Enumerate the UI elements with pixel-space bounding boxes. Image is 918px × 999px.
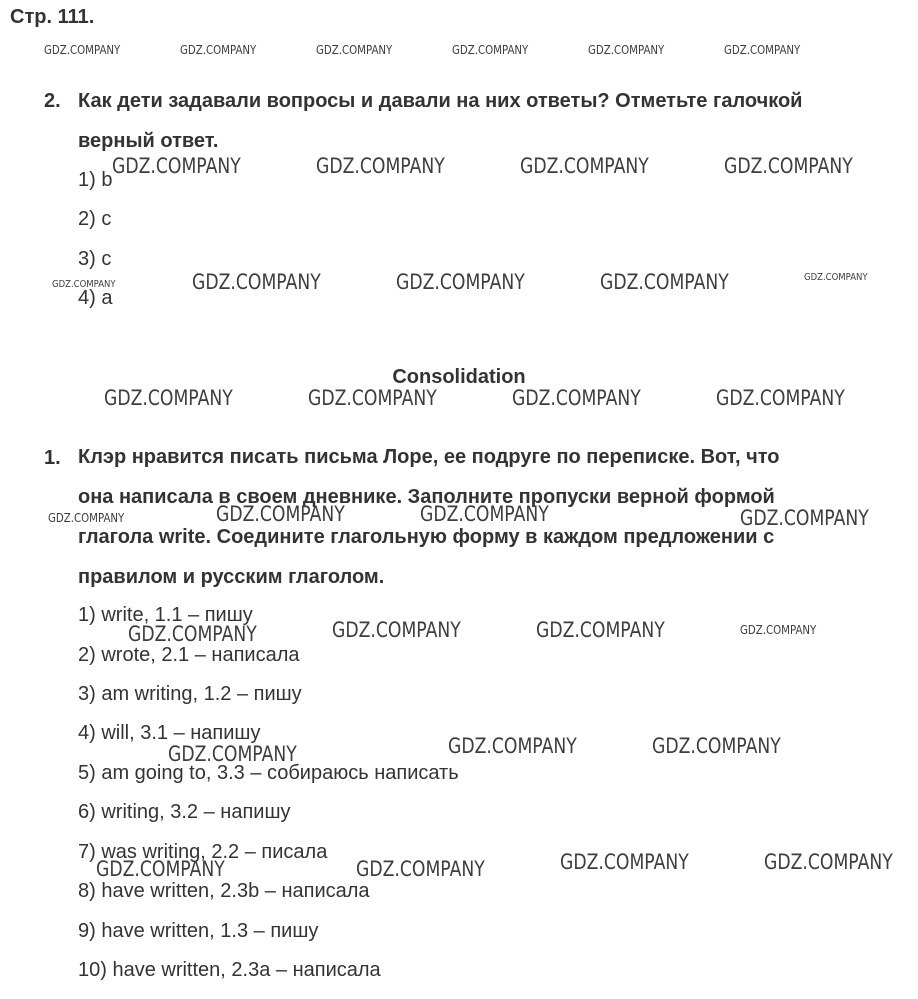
exercise-1-answer-10: 10) have written, 2.3a – написала <box>78 959 381 981</box>
watermark: GDZ.COMPANY <box>48 511 125 525</box>
exercise-2-question-line-2: верный ответ. <box>78 130 219 152</box>
exercise-1-answer-3: 3) am writing, 1.2 – пишу <box>78 683 302 705</box>
watermark: GDZ.COMPANY <box>52 279 116 290</box>
page-header: Стр. 111. <box>10 6 95 28</box>
watermark: GDZ.COMPANY <box>316 43 393 57</box>
watermark: GDZ.COMPANY <box>652 734 781 758</box>
watermark: GDZ.COMPANY <box>316 154 445 178</box>
watermark: GDZ.COMPANY <box>308 386 437 410</box>
watermark: GDZ.COMPANY <box>512 386 641 410</box>
exercise-2-answer-1: 1) b <box>78 169 113 191</box>
exercise-1-answer-6: 6) writing, 3.2 – напишу <box>78 801 291 823</box>
exercise-1-number: 1. <box>44 447 61 469</box>
exercise-1-question-line-3: глагола write. Соедините глагольную форму в каждом предложении с <box>78 526 775 548</box>
watermark: GDZ.COMPANY <box>420 502 549 526</box>
exercise-1-question-line-2: она написала в своем дневнике. Заполните пропуски верной формой <box>78 486 775 508</box>
watermark: GDZ.COMPANY <box>128 622 257 646</box>
watermark: GDZ.COMPANY <box>216 502 345 526</box>
watermark: GDZ.COMPANY <box>716 386 845 410</box>
watermark: GDZ.COMPANY <box>740 506 869 530</box>
exercise-2-number: 2. <box>44 90 61 112</box>
exercise-2-answer-3: 3) c <box>78 248 112 270</box>
section-title: Consolidation <box>392 366 526 388</box>
exercise-1-answer-7: 7) was writing, 2.2 – писала <box>78 841 328 863</box>
watermark: GDZ.COMPANY <box>168 742 297 766</box>
exercise-2-question-line-1: Как дети задавали вопросы и давали на них ответы? Отметьте галочкой <box>78 90 803 112</box>
watermark: GDZ.COMPANY <box>452 43 529 57</box>
watermark: GDZ.COMPANY <box>764 850 893 874</box>
exercise-1-question-line-4: правилом и русским глаголом. <box>78 566 385 588</box>
watermark: GDZ.COMPANY <box>724 43 801 57</box>
watermark: GDZ.COMPANY <box>600 270 729 294</box>
exercise-1-answer-4: 4) will, 3.1 – напишу <box>78 722 261 744</box>
watermark: GDZ.COMPANY <box>520 154 649 178</box>
watermark: GDZ.COMPANY <box>104 386 233 410</box>
watermark: GDZ.COMPANY <box>356 857 485 881</box>
watermark: GDZ.COMPANY <box>112 154 241 178</box>
exercise-1-answer-8: 8) have written, 2.3b – написала <box>78 880 370 902</box>
watermark: GDZ.COMPANY <box>332 618 461 642</box>
watermark: GDZ.COMPANY <box>396 270 525 294</box>
exercise-2-answer-2: 2) c <box>78 208 112 230</box>
watermark: GDZ.COMPANY <box>740 623 817 637</box>
watermark: GDZ.COMPANY <box>724 154 853 178</box>
exercise-1-question-line-1: Клэр нравится писать письма Лоре, ее подруге по переписке. Вот, что <box>78 446 780 468</box>
exercise-1-answer-5: 5) am going to, 3.3 – собираюсь написать <box>78 762 459 784</box>
watermark: GDZ.COMPANY <box>180 43 257 57</box>
watermark: GDZ.COMPANY <box>192 270 321 294</box>
exercise-2-answer-4: 4) a <box>78 287 113 309</box>
watermark: GDZ.COMPANY <box>804 272 868 283</box>
watermark: GDZ.COMPANY <box>44 43 121 57</box>
exercise-1-answer-1: 1) write, 1.1 – пишу <box>78 604 253 626</box>
watermark: GDZ.COMPANY <box>536 618 665 642</box>
watermark: GDZ.COMPANY <box>448 734 577 758</box>
watermark: GDZ.COMPANY <box>560 850 689 874</box>
exercise-1-answer-2: 2) wrote, 2.1 – написала <box>78 644 300 666</box>
exercise-1-answer-9: 9) have written, 1.3 – пишу <box>78 920 319 942</box>
watermark: GDZ.COMPANY <box>96 857 225 881</box>
watermark: GDZ.COMPANY <box>588 43 665 57</box>
